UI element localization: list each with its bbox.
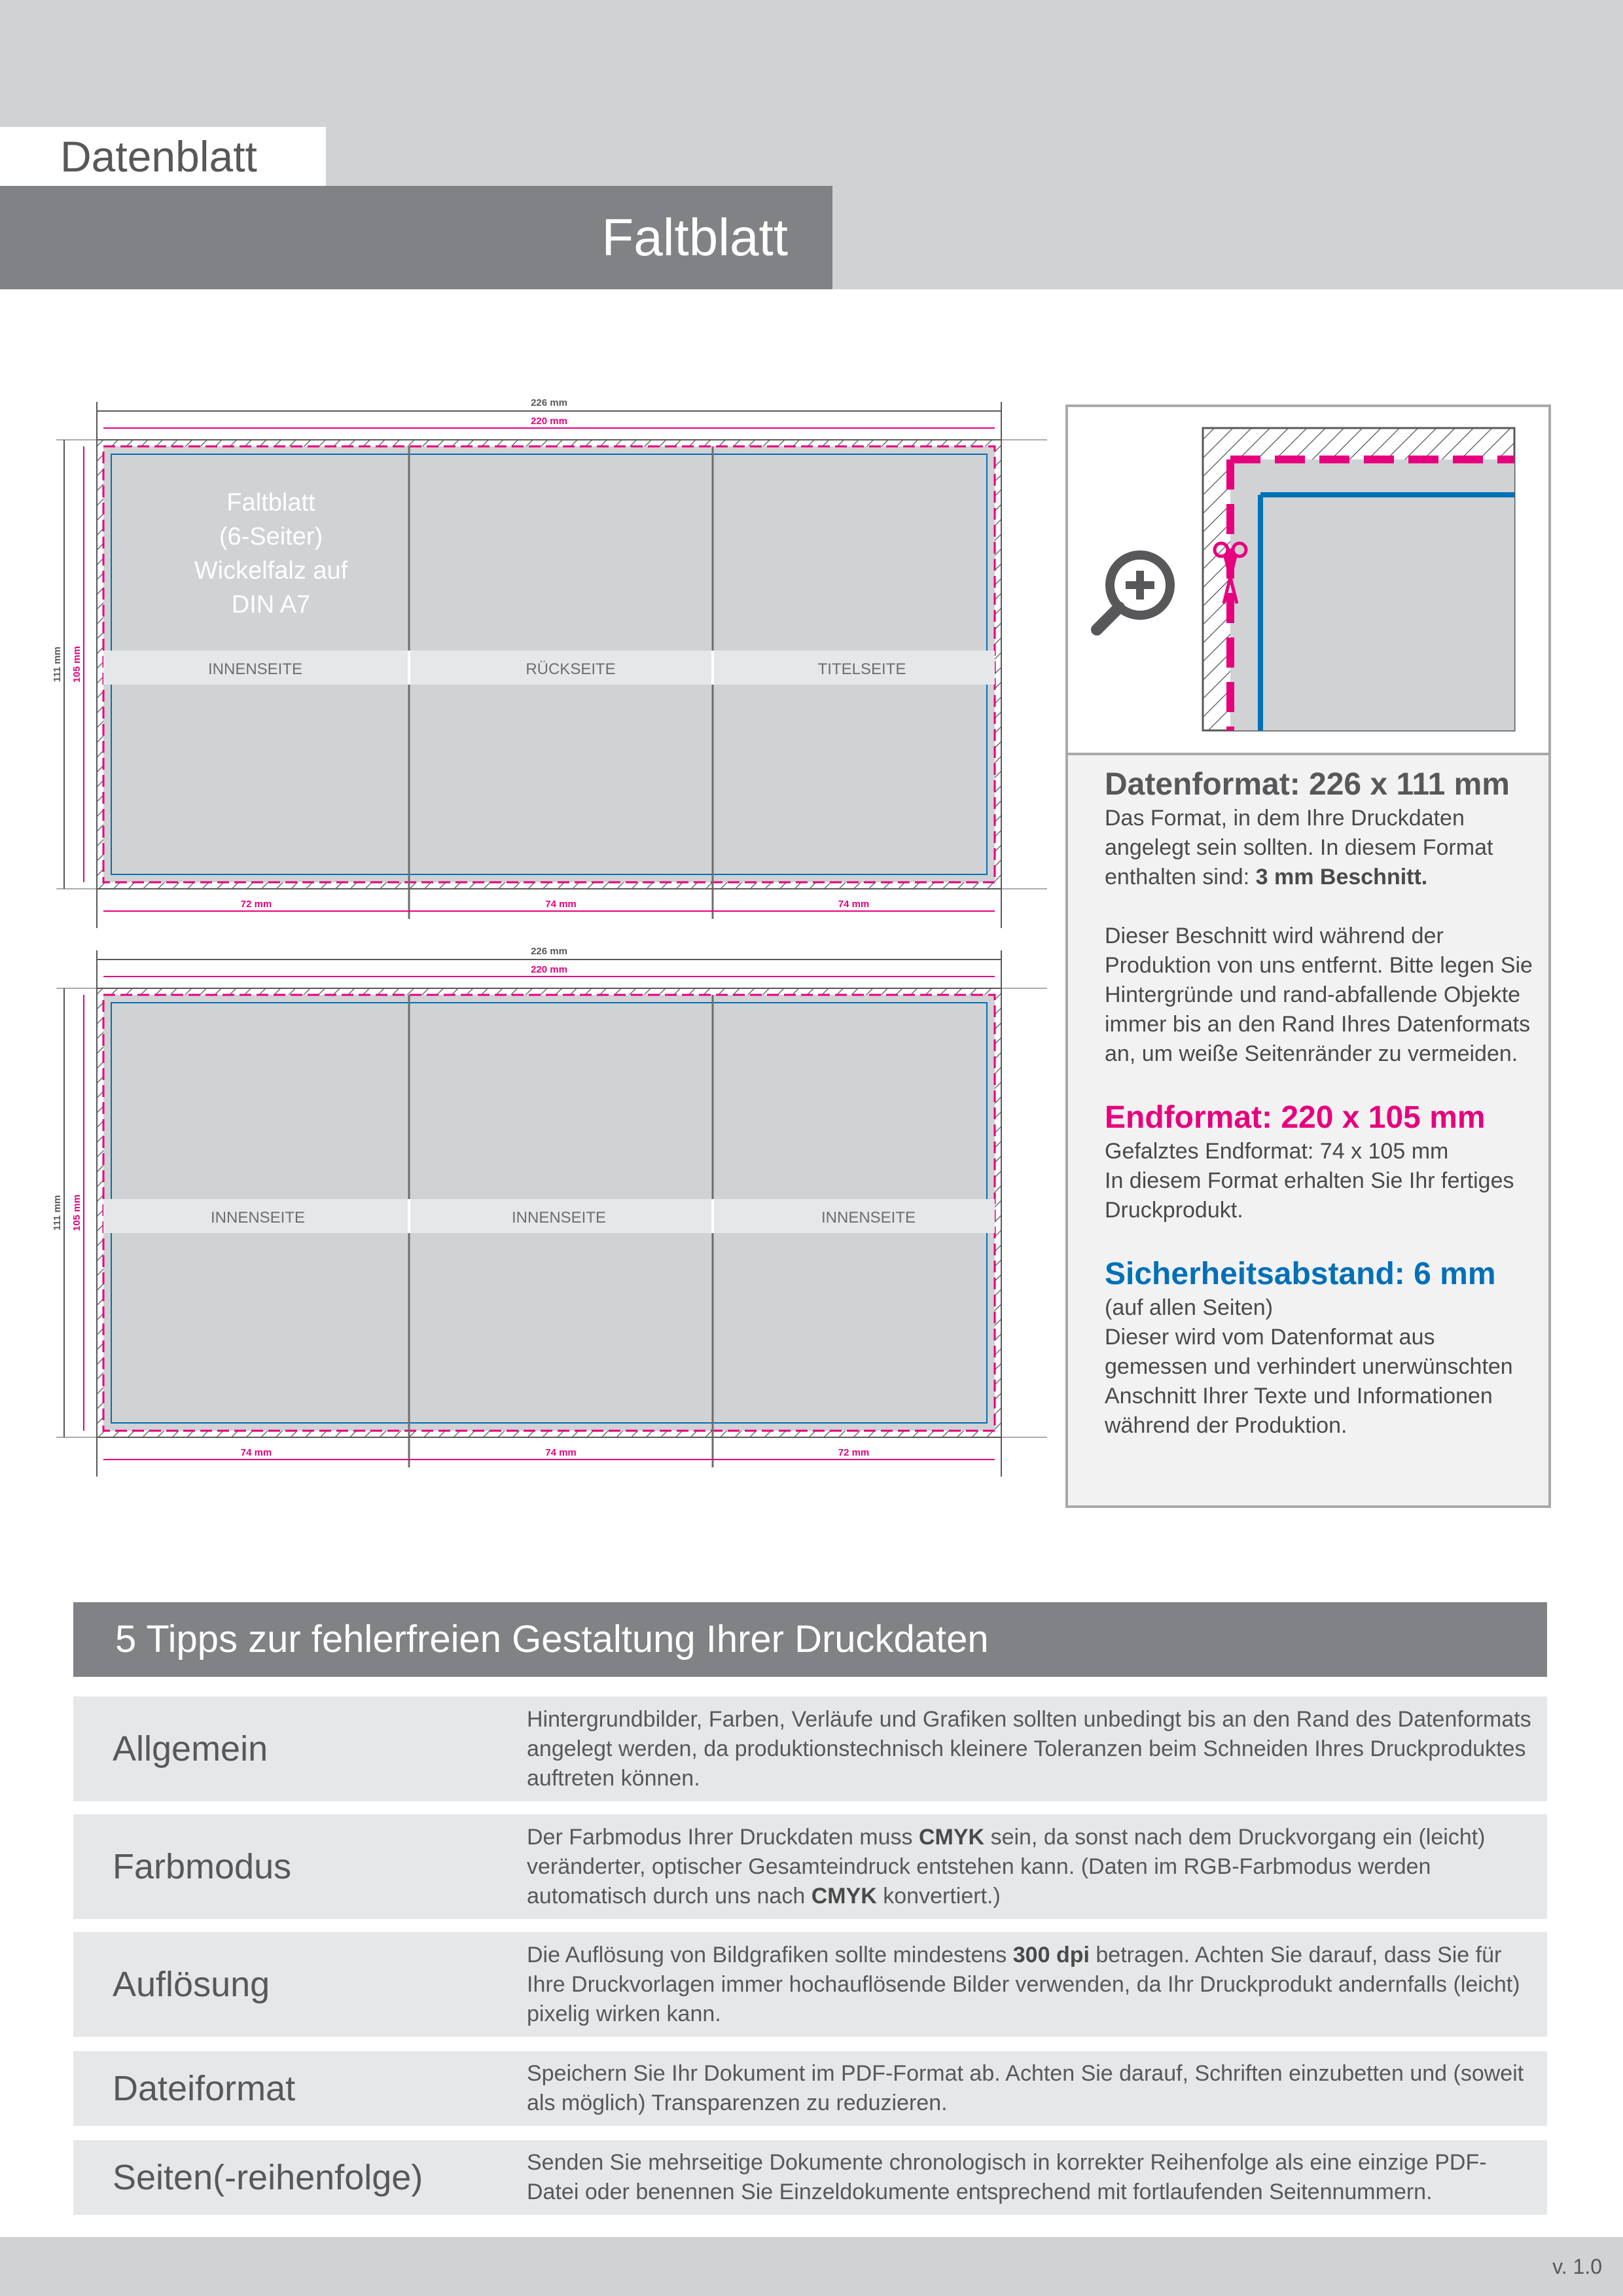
zoom-detail: [1068, 407, 1548, 755]
product-label-line: Faltblatt: [226, 489, 315, 516]
tip-text: Senden Sie mehrseitige Dokumente chronologisch in korrekter Reihenfolge als eine einzige PDF-Datei oder benennen Sie Einzeldokumente entsprechend mit fortlaufenden Seitennummern.: [527, 2150, 1487, 2204]
tip-text: Speichern Sie Ihr Dokument im PDF-Format ab. Achten Sie darauf, Schriften einzubetten und (soweit als möglich) Transparenzen zu reduzieren.: [527, 2061, 1524, 2115]
inner-height-label: 105 mm: [71, 1194, 82, 1231]
tip-row: [73, 2051, 1547, 2126]
outer-width-label: 226 mm: [531, 397, 567, 408]
inner-width-label: 220 mm: [531, 964, 567, 975]
final-format-section: [1105, 1099, 1537, 1225]
tip-text: Der Farbmodus Ihrer Druckdaten muss CMYK sein, da sonst nach dem Druckvorgang ein (leicht) veränderter, optischer Gesamteindruck entstehen kann. (Daten im RGB-Farbmodus werden automatisch durch uns nach CMYK konvertiert.): [527, 1824, 1486, 1909]
tip-row: [73, 1696, 1547, 1801]
bleed-explanation: Dieser Beschnitt wird während der Produktion von uns entfernt. Bitte legen Sie Hintergründe und rand-abfallende Objekte immer bis an den Rand Ihres Datenformats an, um weiße Seitenränder zu vermeiden.: [1105, 924, 1533, 1066]
outer-height-label: 111 mm: [52, 646, 63, 683]
panel-width-label: 72 mm: [240, 899, 272, 910]
safety-margin-text: Dieser wird vom Datenformat aus gemessen und verhindert unerwünschten Anschnitt Ihrer Texte und Informationen während der Produktion.: [1105, 1325, 1513, 1438]
outer-width-label: 226 mm: [531, 946, 567, 957]
safety-margin-subtitle: (auf allen Seiten): [1105, 1295, 1274, 1320]
layout-diagrams: [0, 380, 1060, 1492]
data-format-text: Das Format, in dem Ihre Druckdaten angelegt sein sollten. In diesem Format enthalten sind:: [1105, 806, 1493, 889]
panel-label: INNENSEITE: [210, 1209, 306, 1227]
bleed-note: 3 mm Beschnitt.: [1255, 865, 1428, 889]
zoom-icon: [1097, 555, 1170, 630]
safety-margin-section: [1105, 1255, 1537, 1441]
data-format-section: [1105, 766, 1537, 1069]
panel-width-label: 74 mm: [838, 899, 870, 910]
data-format-title: Datenformat: 226 x 111 mm: [1105, 767, 1510, 802]
panel-label: INNENSEITE: [207, 660, 303, 678]
format-info-box: [1065, 404, 1551, 1508]
safety-margin-title: Sicherheitsabstand: 6 mm: [1105, 1257, 1496, 1291]
panel-label: INNENSEITE: [821, 1209, 916, 1227]
tip-row: [73, 1814, 1547, 1919]
tip-row: [73, 2140, 1547, 2215]
tips-heading: 5 Tipps zur fehlerfreien Gestaltung Ihrer Druckdaten: [73, 1602, 1547, 1677]
product-label-line: (6-Seiter): [219, 523, 323, 550]
inner-height-label: 105 mm: [71, 646, 82, 683]
product-title: Faltblatt: [601, 208, 788, 266]
document-type-label: Datenblatt: [0, 127, 326, 186]
inner-width-label: 220 mm: [531, 416, 567, 427]
version-label: v. 1.0: [1552, 2255, 1602, 2278]
tip-title: Auflösung: [113, 1965, 270, 2004]
final-format-title: Endformat: 220 x 105 mm: [1105, 1100, 1486, 1135]
panel-label: INNENSEITE: [511, 1209, 607, 1227]
panel-width-label: 74 mm: [545, 1447, 577, 1458]
product-label-line: Wickelfalz auf: [194, 557, 348, 584]
title-bar: [0, 186, 832, 289]
tip-text: Die Auflösung von Bildgrafiken sollte mindestens 300 dpi betragen. Achten Sie darauf, dass Sie für Ihre Druckvorlagen immer hochauflösende Bilder verwenden, da Ihr Druckprodukt andernfalls (leicht) pixelig wirken kann.: [527, 1942, 1520, 2026]
panel-width-label: 72 mm: [838, 1447, 870, 1458]
tip-title: Allgemein: [113, 1729, 268, 1768]
diagram-outside-view: [52, 397, 1047, 928]
format-info-text: [1105, 766, 1537, 1471]
tip-title: Seiten(-reihenfolge): [113, 2158, 423, 2197]
folded-format: Gefalztes Endformat: 74 x 105 mm: [1105, 1139, 1449, 1164]
diagram-inside-view: [52, 946, 1047, 1477]
panel-label: TITELSEITE: [817, 660, 906, 678]
panel-width-label: 74 mm: [240, 1447, 272, 1458]
panel-width-label: 74 mm: [545, 899, 577, 910]
footer-band: [0, 2237, 1623, 2296]
product-label-line: DIN A7: [231, 591, 311, 619]
tip-row: [73, 1932, 1547, 2037]
panel-label: RÜCKSEITE: [526, 660, 616, 678]
tip-text: Hintergrundbilder, Farben, Verläufe und Grafiken sollten unbedingt bis an den Rand des Datenformats angelegt werden, da produktionstechnisch kleinere Toleranzen beim Schneiden Ihres Druckproduktes auftreten können.: [527, 1706, 1531, 1791]
tip-title: Dateiformat: [113, 2069, 296, 2108]
final-format-text: In diesem Format erhalten Sie Ihr fertiges Druckprodukt.: [1105, 1168, 1514, 1223]
tip-title: Farbmodus: [113, 1847, 292, 1886]
bleed-corner-detail: [1203, 428, 1514, 730]
outer-height-label: 111 mm: [52, 1194, 63, 1231]
